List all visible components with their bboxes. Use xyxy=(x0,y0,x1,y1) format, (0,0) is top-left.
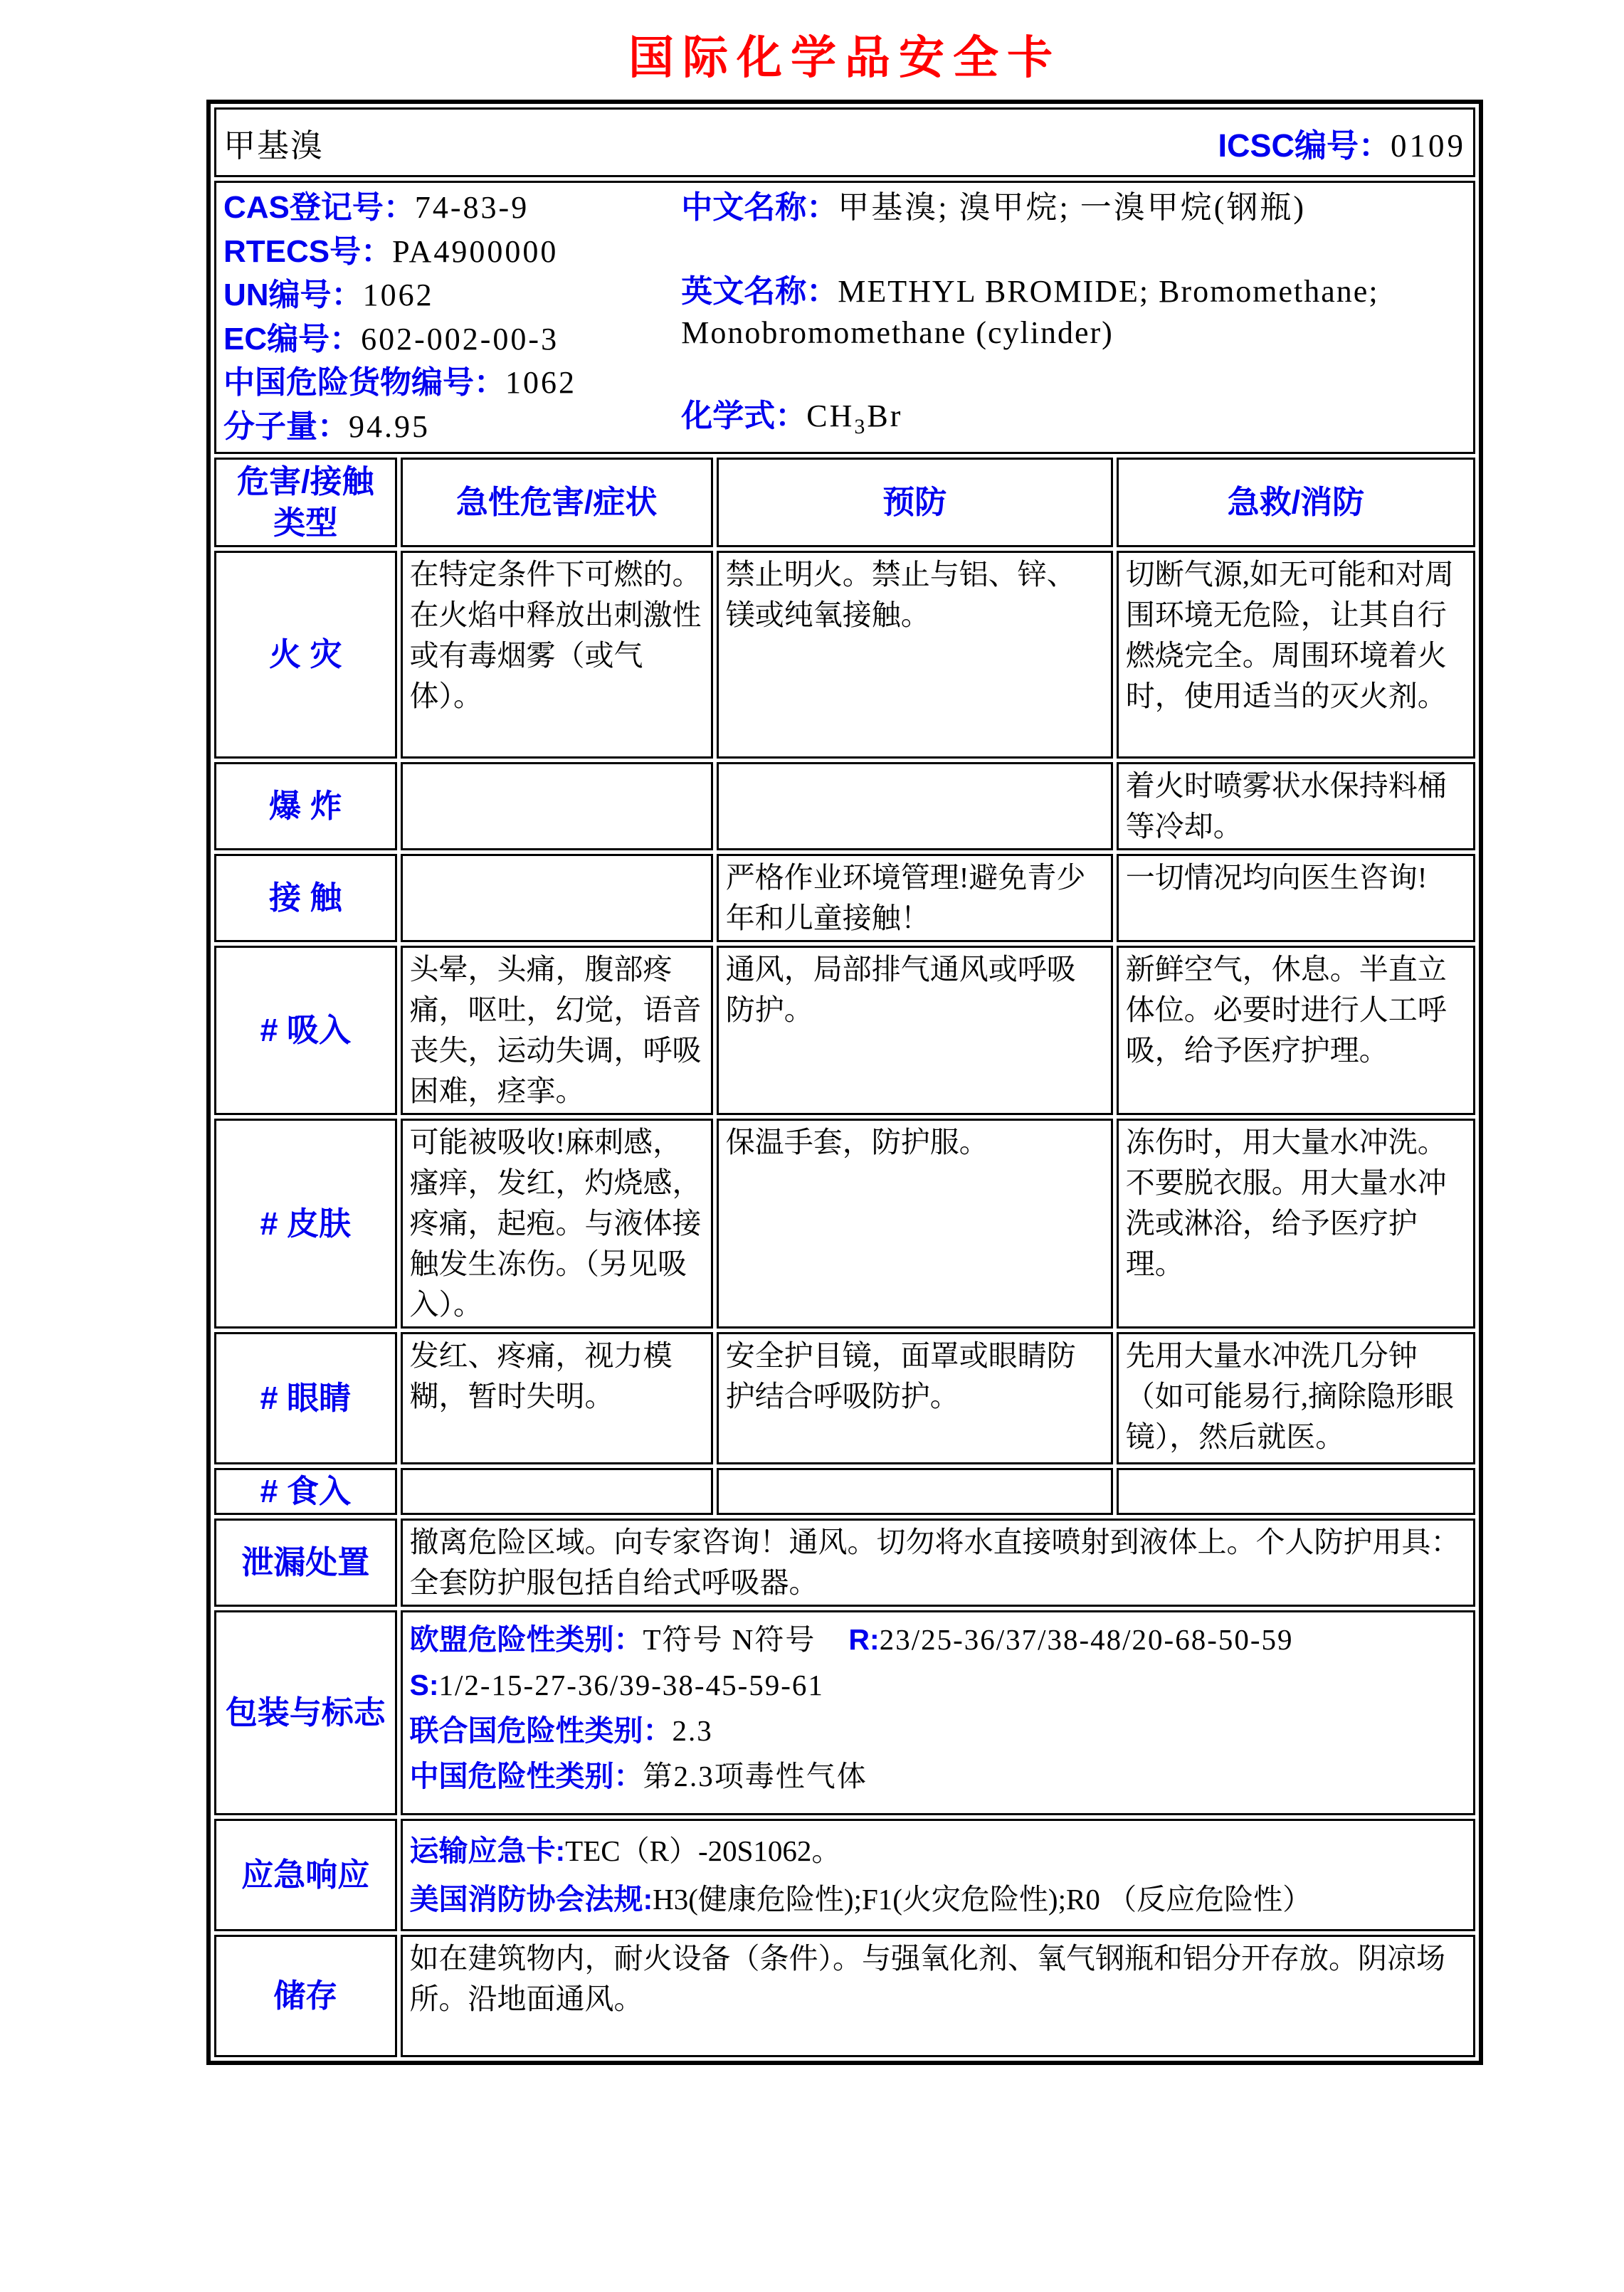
icsc-value: 0109 xyxy=(1391,127,1466,164)
identification-row xyxy=(214,181,1475,454)
icsc-label: ICSC编号： xyxy=(1218,127,1391,164)
exposure-prevention-cell: 严格作业环境管理!避免青少年和儿童接触！ xyxy=(717,854,1113,942)
card-header-cell xyxy=(214,107,1475,177)
exposure-symptoms-cell xyxy=(401,854,713,942)
safety-card-table xyxy=(206,100,1483,2065)
identification-right xyxy=(677,184,1466,450)
packaging-s-line: S:1/2-15-27-36/39-38-45-59-61 xyxy=(409,1669,824,1701)
hazard-row-explosion xyxy=(214,762,1475,850)
row-label-emergency: 应急响应 xyxy=(214,1819,397,1931)
eyes-prevention-cell: 安全护目镜，面罩或眼睛防护结合呼吸防护。 xyxy=(717,1332,1113,1464)
packaging-eu-line: 欧盟危险性类别：T符号 N符号 R:23/25-36/37/38-48/20-68-50-59 xyxy=(409,1623,1294,1656)
card-header-row xyxy=(214,107,1475,177)
id-row-formula: 化学式：$CH_3Br$ xyxy=(681,398,903,438)
id-row-cn-name: 中文名称：甲基溴; 溴甲烷; 一溴甲烷(钢瓶) xyxy=(681,190,1307,225)
row-label-packaging: 包装与标志 xyxy=(214,1610,397,1815)
header-prevention: 预防 xyxy=(717,458,1113,547)
explosion-firstaid-cell: 着火时喷雾状水保持料桶等冷却。 xyxy=(1117,762,1475,850)
skin-symptoms-cell: 可能被吸收!麻刺感，瘙痒，发红，灼烧感，疼痛，起疱。与液体接触发生冻伤。（另见吸入）。 xyxy=(401,1119,713,1329)
emergency-nfpa-line: 美国消防协会法规:H3(健康危险性);F1(火灾危险性);R0 （反应危险性） xyxy=(409,1883,1312,1916)
header-hazard-type: 危害/接触 类型 xyxy=(214,458,397,547)
packaging-row xyxy=(214,1610,1475,1815)
page-title: 国际化学品安全卡 xyxy=(628,32,1061,83)
header-firstaid: 急救/消防 xyxy=(1117,458,1475,547)
storage-row xyxy=(214,1935,1475,2057)
safety-card-page xyxy=(206,21,1483,2065)
inhalation-firstaid-cell: 新鲜空气，休息。半直立体位。必要时进行人工呼吸，给予医疗护理。 xyxy=(1117,946,1475,1115)
row-label-ingestion: # 食入 xyxy=(214,1468,397,1515)
emergency-content-cell xyxy=(401,1819,1475,1931)
id-row-rtecs: RTECS号：PA4900000 xyxy=(223,233,559,269)
explosion-symptoms-cell xyxy=(401,762,713,850)
skin-firstaid-cell: 冻伤时，用大量水冲洗。不要脱衣服。用大量水冲洗或淋浴，给予医疗护理。 xyxy=(1117,1119,1475,1329)
emergency-tec-line: 运输应急卡:TEC（R）-20S1062。 xyxy=(409,1834,841,1867)
exposure-firstaid-cell: 一切情况均向医生咨询! xyxy=(1117,854,1475,942)
id-row-molweight: 分子量：94.95 xyxy=(223,408,430,444)
ingestion-prevention-cell xyxy=(717,1468,1113,1515)
ingestion-firstaid-cell xyxy=(1117,1468,1475,1515)
eyes-firstaid-cell: 先用大量水冲洗几分钟（如可能易行,摘除隐形眼镜），然后就医。 xyxy=(1117,1332,1475,1464)
spill-content-cell: 撤离危险区域。向专家咨询！通风。切勿将水直接喷射到液体上。个人防护用具：全套防护服包括自给式呼吸器。 xyxy=(401,1519,1475,1607)
ingestion-symptoms-cell xyxy=(401,1468,713,1515)
row-label-explosion: 爆 炸 xyxy=(214,762,397,850)
hazard-row-eyes xyxy=(214,1332,1475,1464)
row-label-fire: 火 灾 xyxy=(214,551,397,759)
chemical-formula: $CH_3Br$ xyxy=(806,398,903,438)
hazard-row-ingestion xyxy=(214,1468,1475,1515)
row-label-skin: # 皮肤 xyxy=(214,1119,397,1329)
hazard-row-skin xyxy=(214,1119,1475,1329)
hazard-row-fire xyxy=(214,551,1475,759)
packaging-un-line: 联合国危险性类别：2.3 xyxy=(409,1714,713,1747)
icsc-number xyxy=(1218,120,1466,166)
id-row-en-name: 英文名称：METHYL BROMIDE; Bromomethane; Monobromomethane (cylinder) xyxy=(681,273,1379,350)
id-row-un: UN编号：1062 xyxy=(223,278,434,313)
inhalation-prevention-cell: 通风，局部排气通风或呼吸防护。 xyxy=(717,946,1113,1115)
fire-prevention-cell: 禁止明火。禁止与铝、锌、镁或纯氧接触。 xyxy=(717,551,1113,759)
hazard-row-inhalation xyxy=(214,946,1475,1115)
hazard-row-exposure xyxy=(214,854,1475,942)
packaging-cn-line: 中国危险性类别：第2.3项毒性气体 xyxy=(409,1760,868,1792)
storage-content-cell: 如在建筑物内，耐火设备（条件）。与强氧化剂、氧气钢瓶和铝分开存放。阴凉场所。沿地面通风。 xyxy=(401,1935,1475,2057)
packaging-content-cell xyxy=(401,1610,1475,1815)
inhalation-symptoms-cell: 头晕，头痛，腹部疼痛，呕吐，幻觉，语音丧失，运动失调，呼吸困难，痉挛。 xyxy=(401,946,713,1115)
row-label-storage: 储存 xyxy=(214,1935,397,2057)
row-label-spill: 泄漏处置 xyxy=(214,1519,397,1607)
identification-cell xyxy=(214,181,1475,454)
id-row-cas: CAS登记号：74-83-9 xyxy=(223,190,529,225)
hazard-header-row xyxy=(214,458,1475,547)
id-row-ec: EC编号：602-002-00-3 xyxy=(223,321,559,357)
id-row-china-dg: 中国危险货物编号：1062 xyxy=(223,365,576,401)
skin-prevention-cell: 保温手套，防护服。 xyxy=(717,1119,1113,1329)
spill-row xyxy=(214,1519,1475,1607)
chemical-name: 甲基溴 xyxy=(223,127,325,164)
fire-symptoms-cell: 在特定条件下可燃的。在火焰中释放出刺激性或有毒烟雾（或气体）。 xyxy=(401,551,713,759)
emergency-row xyxy=(214,1819,1475,1931)
row-label-eyes: # 眼睛 xyxy=(214,1332,397,1464)
row-label-inhalation: # 吸入 xyxy=(214,946,397,1115)
identification-left xyxy=(223,184,677,450)
eyes-symptoms-cell: 发红、疼痛，视力模糊，暂时失明。 xyxy=(401,1332,713,1464)
explosion-prevention-cell xyxy=(717,762,1113,850)
header-symptoms: 急性危害/症状 xyxy=(401,458,713,547)
row-label-exposure: 接 触 xyxy=(214,854,397,942)
fire-firstaid-cell: 切断气源,如无可能和对周围环境无危险，让其自行燃烧完全。周围环境着火时，使用适当的灭火剂。 xyxy=(1117,551,1475,759)
